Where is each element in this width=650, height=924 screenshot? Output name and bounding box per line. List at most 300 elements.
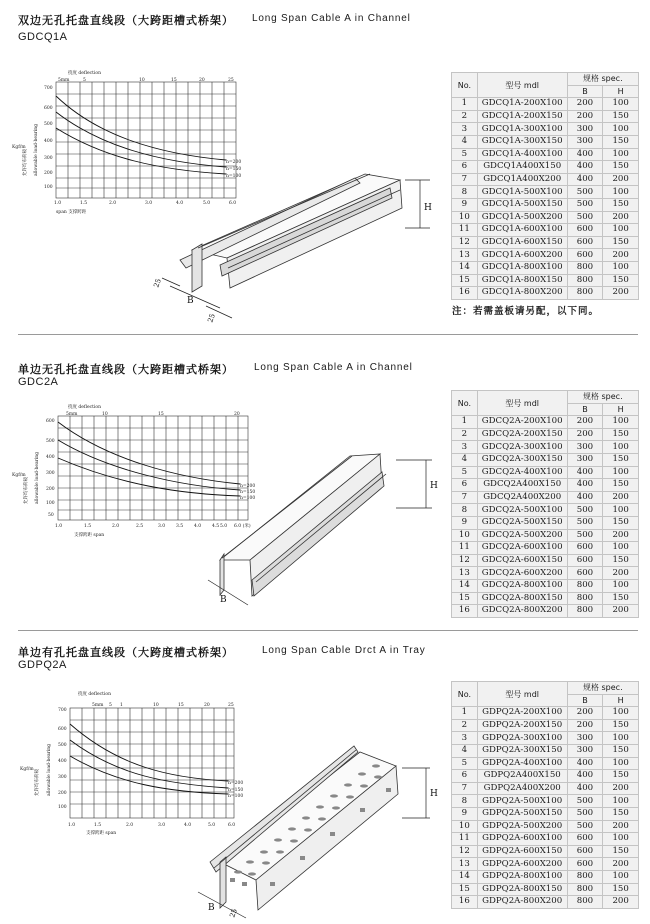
row-no: 12 [452,236,478,249]
spec-table [451,681,639,909]
row-model: GDCQ1A-300X150 [477,135,567,148]
table-row [452,428,639,441]
table-row [452,491,639,504]
svg-text:3.0: 3.0 [158,823,166,828]
row-h: 200 [603,820,639,833]
row-b: 400 [567,782,603,795]
svg-text:100: 100 [58,805,67,810]
row-b: 800 [567,579,603,592]
svg-text:400: 400 [46,455,55,460]
row-model: GDPQ2A-600X200 [477,858,567,871]
col-no: No. [452,73,478,98]
table-row [452,186,639,199]
svg-text:2.0: 2.0 [109,201,117,206]
svg-text:1.5: 1.5 [94,823,102,828]
svg-text:20: 20 [199,78,205,83]
svg-text:1.5: 1.5 [84,524,92,529]
section-title-zh: 单边有孔托盘直线段（大跨度槽式桥架） [18,646,234,659]
y-axis-label-en: allowable load-bearing [47,743,52,796]
row-no: 1 [452,416,478,429]
row-no: 13 [452,567,478,580]
table-row [452,274,639,287]
row-no: 4 [452,135,478,148]
row-model: GDCQ1A-800X200 [477,287,567,300]
tray-drawing [190,732,450,920]
x-axis-label: 支撑跨距 span [74,533,105,538]
dim-b-label: B [187,296,194,306]
product-code: GDPQ2A [18,659,67,671]
row-model: GDCQ1A-500X200 [477,211,567,224]
row-model: GDCQ2A-500X100 [477,504,567,517]
row-no: 7 [452,782,478,795]
row-h: 150 [603,516,639,529]
svg-text:3.0: 3.0 [158,524,166,529]
table-row [452,287,639,300]
row-model: GDCQ2A-500X150 [477,516,567,529]
row-b: 300 [567,453,603,466]
table-row [452,732,639,745]
row-model: GDCQ1A-600X200 [477,249,567,262]
row-no: 3 [452,441,478,454]
svg-text:1.0: 1.0 [68,823,76,828]
table-row [452,833,639,846]
row-b: 400 [567,491,603,504]
row-h: 150 [603,135,639,148]
row-no: 5 [452,466,478,479]
table-row [452,529,639,542]
row-h: 100 [603,98,639,111]
tray-drawing [150,138,445,328]
col-model: 型号 mdl [477,682,567,707]
dim-side-label: 25 [152,277,163,289]
row-h: 100 [603,833,639,846]
row-no: 10 [452,820,478,833]
col-spec: 规格 spec. [567,682,638,695]
row-b: 800 [567,870,603,883]
row-b: 500 [567,198,603,211]
svg-text:1.0: 1.0 [54,201,62,206]
row-model: GDPQ2A-200X150 [477,719,567,732]
table-row [452,554,639,567]
svg-text:2.5: 2.5 [136,524,144,529]
table-row [452,236,639,249]
row-b: 500 [567,504,603,517]
row-b: 800 [567,274,603,287]
row-b: 300 [567,744,603,757]
row-model: GDCQ1A-400X100 [477,148,567,161]
row-no: 1 [452,98,478,111]
row-b: 600 [567,236,603,249]
row-model: GDCQ1A-800X100 [477,261,567,274]
table-row [452,211,639,224]
row-no: 14 [452,261,478,274]
section-gdpq2a [0,632,650,924]
table-row [452,605,639,618]
row-no: 6 [452,770,478,783]
y-unit: Kgf/m [12,145,26,150]
row-model: GDCQ1A400X150 [477,161,567,174]
svg-text:600: 600 [44,106,53,111]
table-row [452,567,639,580]
y-unit: Kgf/m [20,767,34,772]
svg-text:h=150: h=150 [226,167,242,172]
table-row [452,98,639,111]
dim-b-label: B [208,903,215,913]
row-h: 100 [603,224,639,237]
svg-text:2.0: 2.0 [126,823,134,828]
table-row [452,744,639,757]
row-no: 4 [452,744,478,757]
row-model: GDCQ1A-500X100 [477,186,567,199]
divider [18,334,638,335]
row-model: GDPQ2A-500X200 [477,820,567,833]
row-b: 300 [567,135,603,148]
svg-text:25: 25 [206,312,217,324]
table-row [452,504,639,517]
deflection-label: 挠度 deflection [68,71,102,76]
row-model: GDPQ2A-300X100 [477,732,567,745]
row-no: 7 [452,491,478,504]
svg-text:h=100: h=100 [226,174,242,179]
row-b: 600 [567,858,603,871]
svg-text:15: 15 [171,78,177,83]
row-b: 600 [567,845,603,858]
row-model: GDCQ2A-800X100 [477,579,567,592]
table-row [452,261,639,274]
row-model: GDPQ2A-200X100 [477,707,567,720]
svg-text:5.0: 5.0 [208,823,216,828]
table-row [452,135,639,148]
table-row [452,441,639,454]
row-no: 15 [452,274,478,287]
row-b: 400 [567,466,603,479]
row-model: GDPQ2A-600X150 [477,845,567,858]
row-h: 150 [603,744,639,757]
table-row [452,198,639,211]
row-model: GDPQ2A-500X100 [477,795,567,808]
row-h: 100 [603,757,639,770]
svg-text:2.0: 2.0 [112,524,120,529]
row-b: 600 [567,554,603,567]
row-no: 2 [452,719,478,732]
row-b: 400 [567,148,603,161]
svg-text:500: 500 [58,743,67,748]
row-no: 4 [452,453,478,466]
svg-text:100: 100 [44,185,53,190]
row-model: GDCQ2A-800X150 [477,592,567,605]
svg-text:h=150: h=150 [240,490,256,495]
table-row [452,757,639,770]
svg-text:5: 5 [83,78,86,83]
row-model: GDCQ2A400X200 [477,491,567,504]
svg-text:600: 600 [46,419,55,424]
row-h: 150 [603,236,639,249]
row-h: 100 [603,123,639,136]
row-h: 150 [603,592,639,605]
svg-text:h=200: h=200 [240,484,256,489]
svg-text:15: 15 [158,412,164,417]
row-model: GDCQ1A-200X100 [477,98,567,111]
row-model: GDPQ2A400X200 [477,782,567,795]
row-h: 200 [603,782,639,795]
svg-text:4.0: 4.0 [184,823,192,828]
row-model: GDCQ1A-500X150 [477,198,567,211]
row-no: 10 [452,211,478,224]
row-b: 800 [567,261,603,274]
table-row [452,820,639,833]
row-h: 200 [603,287,639,300]
dim-h-label: H [430,789,438,799]
row-no: 6 [452,479,478,492]
row-model: GDPQ2A-400X100 [477,757,567,770]
section-title-zh: 双边无孔托盘直线段（大跨距槽式桥架） [18,14,234,27]
row-model: GDCQ2A-200X150 [477,428,567,441]
row-model: GDCQ2A-300X100 [477,441,567,454]
table-row [452,579,639,592]
svg-text:h=100: h=100 [228,794,244,799]
svg-text:300: 300 [58,775,67,780]
svg-text:200: 200 [46,487,55,492]
row-b: 300 [567,732,603,745]
row-model: GDCQ1A400X200 [477,173,567,186]
spec-rows [452,416,639,618]
table-row [452,110,639,123]
row-no: 12 [452,845,478,858]
table-row [452,453,639,466]
deflection-label: 挠度 deflection [68,405,102,410]
dim-h-label: H [430,481,438,491]
row-no: 3 [452,732,478,745]
row-h: 150 [603,770,639,783]
row-h: 150 [603,274,639,287]
table-row [452,770,639,783]
row-h: 100 [603,542,639,555]
row-no: 2 [452,428,478,441]
svg-text:3.0: 3.0 [145,201,153,206]
row-no: 15 [452,592,478,605]
tray-drawing [200,430,450,610]
row-b: 500 [567,795,603,808]
row-h: 100 [603,261,639,274]
row-b: 600 [567,224,603,237]
row-b: 500 [567,516,603,529]
svg-text:50: 50 [48,513,54,518]
row-h: 100 [603,416,639,429]
deflection-label: 挠度 deflection [78,692,112,697]
col-b: B [567,403,603,416]
row-b: 200 [567,719,603,732]
col-h: H [603,85,639,98]
spec-rows [452,707,639,909]
row-model: GDCQ2A400X150 [477,479,567,492]
svg-text:25: 25 [228,78,234,83]
row-b: 600 [567,567,603,580]
col-no: No. [452,391,478,416]
y-axis-label-en: allowable load-bearing [34,123,39,176]
row-h: 200 [603,896,639,909]
row-b: 800 [567,592,603,605]
row-model: GDPQ2A400X150 [477,770,567,783]
table-row [452,466,639,479]
svg-text:6.0: 6.0 [229,201,237,206]
row-h: 200 [603,211,639,224]
row-model: GDPQ2A-300X150 [477,744,567,757]
row-model: GDCQ1A-300X100 [477,123,567,136]
row-h: 100 [603,707,639,720]
y-axis-label-zh: 允许均布荷载 [23,149,28,176]
svg-text:4.0: 4.0 [194,524,202,529]
row-h: 200 [603,858,639,871]
row-model: GDCQ1A-200X150 [477,110,567,123]
y-axis-label-zh: 允许均布荷载 [24,477,29,504]
row-b: 200 [567,98,603,111]
svg-text:300: 300 [44,156,53,161]
row-model: GDCQ2A-600X100 [477,542,567,555]
table-row [452,542,639,555]
divider [18,630,638,631]
row-h: 150 [603,453,639,466]
row-h: 100 [603,441,639,454]
x-axis-label: span 支撑跨距 [56,210,87,215]
section-gdcq1a [0,0,650,330]
svg-text:200: 200 [58,791,67,796]
section-title-en: Long Span Cable Drct A in Tray [262,645,426,656]
row-no: 12 [452,554,478,567]
row-b: 400 [567,161,603,174]
svg-text:700: 700 [44,86,53,91]
y-axis-label-zh: 允许均布荷载 [35,769,40,796]
table-row [452,161,639,174]
svg-text:10: 10 [153,703,159,708]
row-no: 9 [452,198,478,211]
svg-text:400: 400 [58,759,67,764]
dim-b-label: B [220,595,227,605]
table-row [452,173,639,186]
svg-text:h=100: h=100 [240,496,256,501]
y-unit: Kgf/m [12,473,26,478]
svg-text:h=200: h=200 [226,160,242,165]
row-b: 400 [567,479,603,492]
svg-text:4.0: 4.0 [176,201,184,206]
spec-table [451,390,639,618]
row-b: 200 [567,110,603,123]
note-text: 注：若需盖板请另配，以下同。 [452,306,600,317]
table-row [452,224,639,237]
row-h: 200 [603,249,639,262]
row-h: 200 [603,605,639,618]
svg-text:1.5: 1.5 [80,201,88,206]
table-row [452,719,639,732]
table-row [452,416,639,429]
row-no: 10 [452,529,478,542]
row-b: 800 [567,883,603,896]
table-row [452,870,639,883]
row-h: 100 [603,795,639,808]
row-no: 14 [452,870,478,883]
row-b: 300 [567,123,603,136]
svg-text:h=150: h=150 [228,788,244,793]
col-model: 型号 mdl [477,391,567,416]
col-model: 型号 mdl [477,73,567,98]
spec-rows [452,98,639,300]
svg-text:5: 5 [109,703,112,708]
row-model: GDCQ2A-400X100 [477,466,567,479]
row-b: 500 [567,186,603,199]
row-model: GDCQ2A-300X150 [477,453,567,466]
svg-text:10: 10 [102,412,108,417]
table-row [452,807,639,820]
row-b: 600 [567,542,603,555]
col-no: No. [452,682,478,707]
row-b: 800 [567,896,603,909]
table-row [452,123,639,136]
row-no: 14 [452,579,478,592]
svg-text:500: 500 [46,439,55,444]
svg-text:10: 10 [139,78,145,83]
svg-text:5mm: 5mm [66,412,78,417]
row-no: 16 [452,896,478,909]
row-model: GDCQ1A-600X150 [477,236,567,249]
row-h: 150 [603,428,639,441]
svg-text:5.0: 5.0 [203,201,211,206]
x-axis-label: 支撑跨距 span [86,831,117,836]
row-model: GDPQ2A-800X150 [477,883,567,896]
row-b: 500 [567,820,603,833]
row-h: 100 [603,579,639,592]
svg-text:1: 1 [120,703,123,708]
row-no: 13 [452,858,478,871]
table-row [452,516,639,529]
row-h: 100 [603,870,639,883]
product-code: GDC2A [18,376,59,388]
row-model: GDCQ2A-200X100 [477,416,567,429]
row-h: 150 [603,845,639,858]
row-h: 150 [603,883,639,896]
row-b: 500 [567,211,603,224]
product-code: GDCQ1A [18,31,68,43]
row-h: 150 [603,719,639,732]
svg-text:20: 20 [204,703,210,708]
row-b: 200 [567,707,603,720]
row-h: 100 [603,504,639,517]
row-h: 200 [603,567,639,580]
table-row [452,845,639,858]
svg-text:600: 600 [58,727,67,732]
row-b: 600 [567,833,603,846]
row-model: GDCQ2A-800X200 [477,605,567,618]
spec-table [451,72,639,300]
row-no: 8 [452,186,478,199]
row-no: 3 [452,123,478,136]
col-h: H [603,694,639,707]
row-no: 5 [452,148,478,161]
col-spec: 规格 spec. [567,73,638,86]
table-row [452,858,639,871]
table-row [452,249,639,262]
dim-h-label: H [424,203,432,213]
row-h: 100 [603,466,639,479]
row-b: 400 [567,770,603,783]
row-b: 300 [567,441,603,454]
row-no: 13 [452,249,478,262]
row-h: 150 [603,807,639,820]
svg-text:400: 400 [44,139,53,144]
row-b: 500 [567,529,603,542]
row-h: 150 [603,554,639,567]
row-b: 500 [567,807,603,820]
row-h: 150 [603,161,639,174]
row-b: 800 [567,287,603,300]
